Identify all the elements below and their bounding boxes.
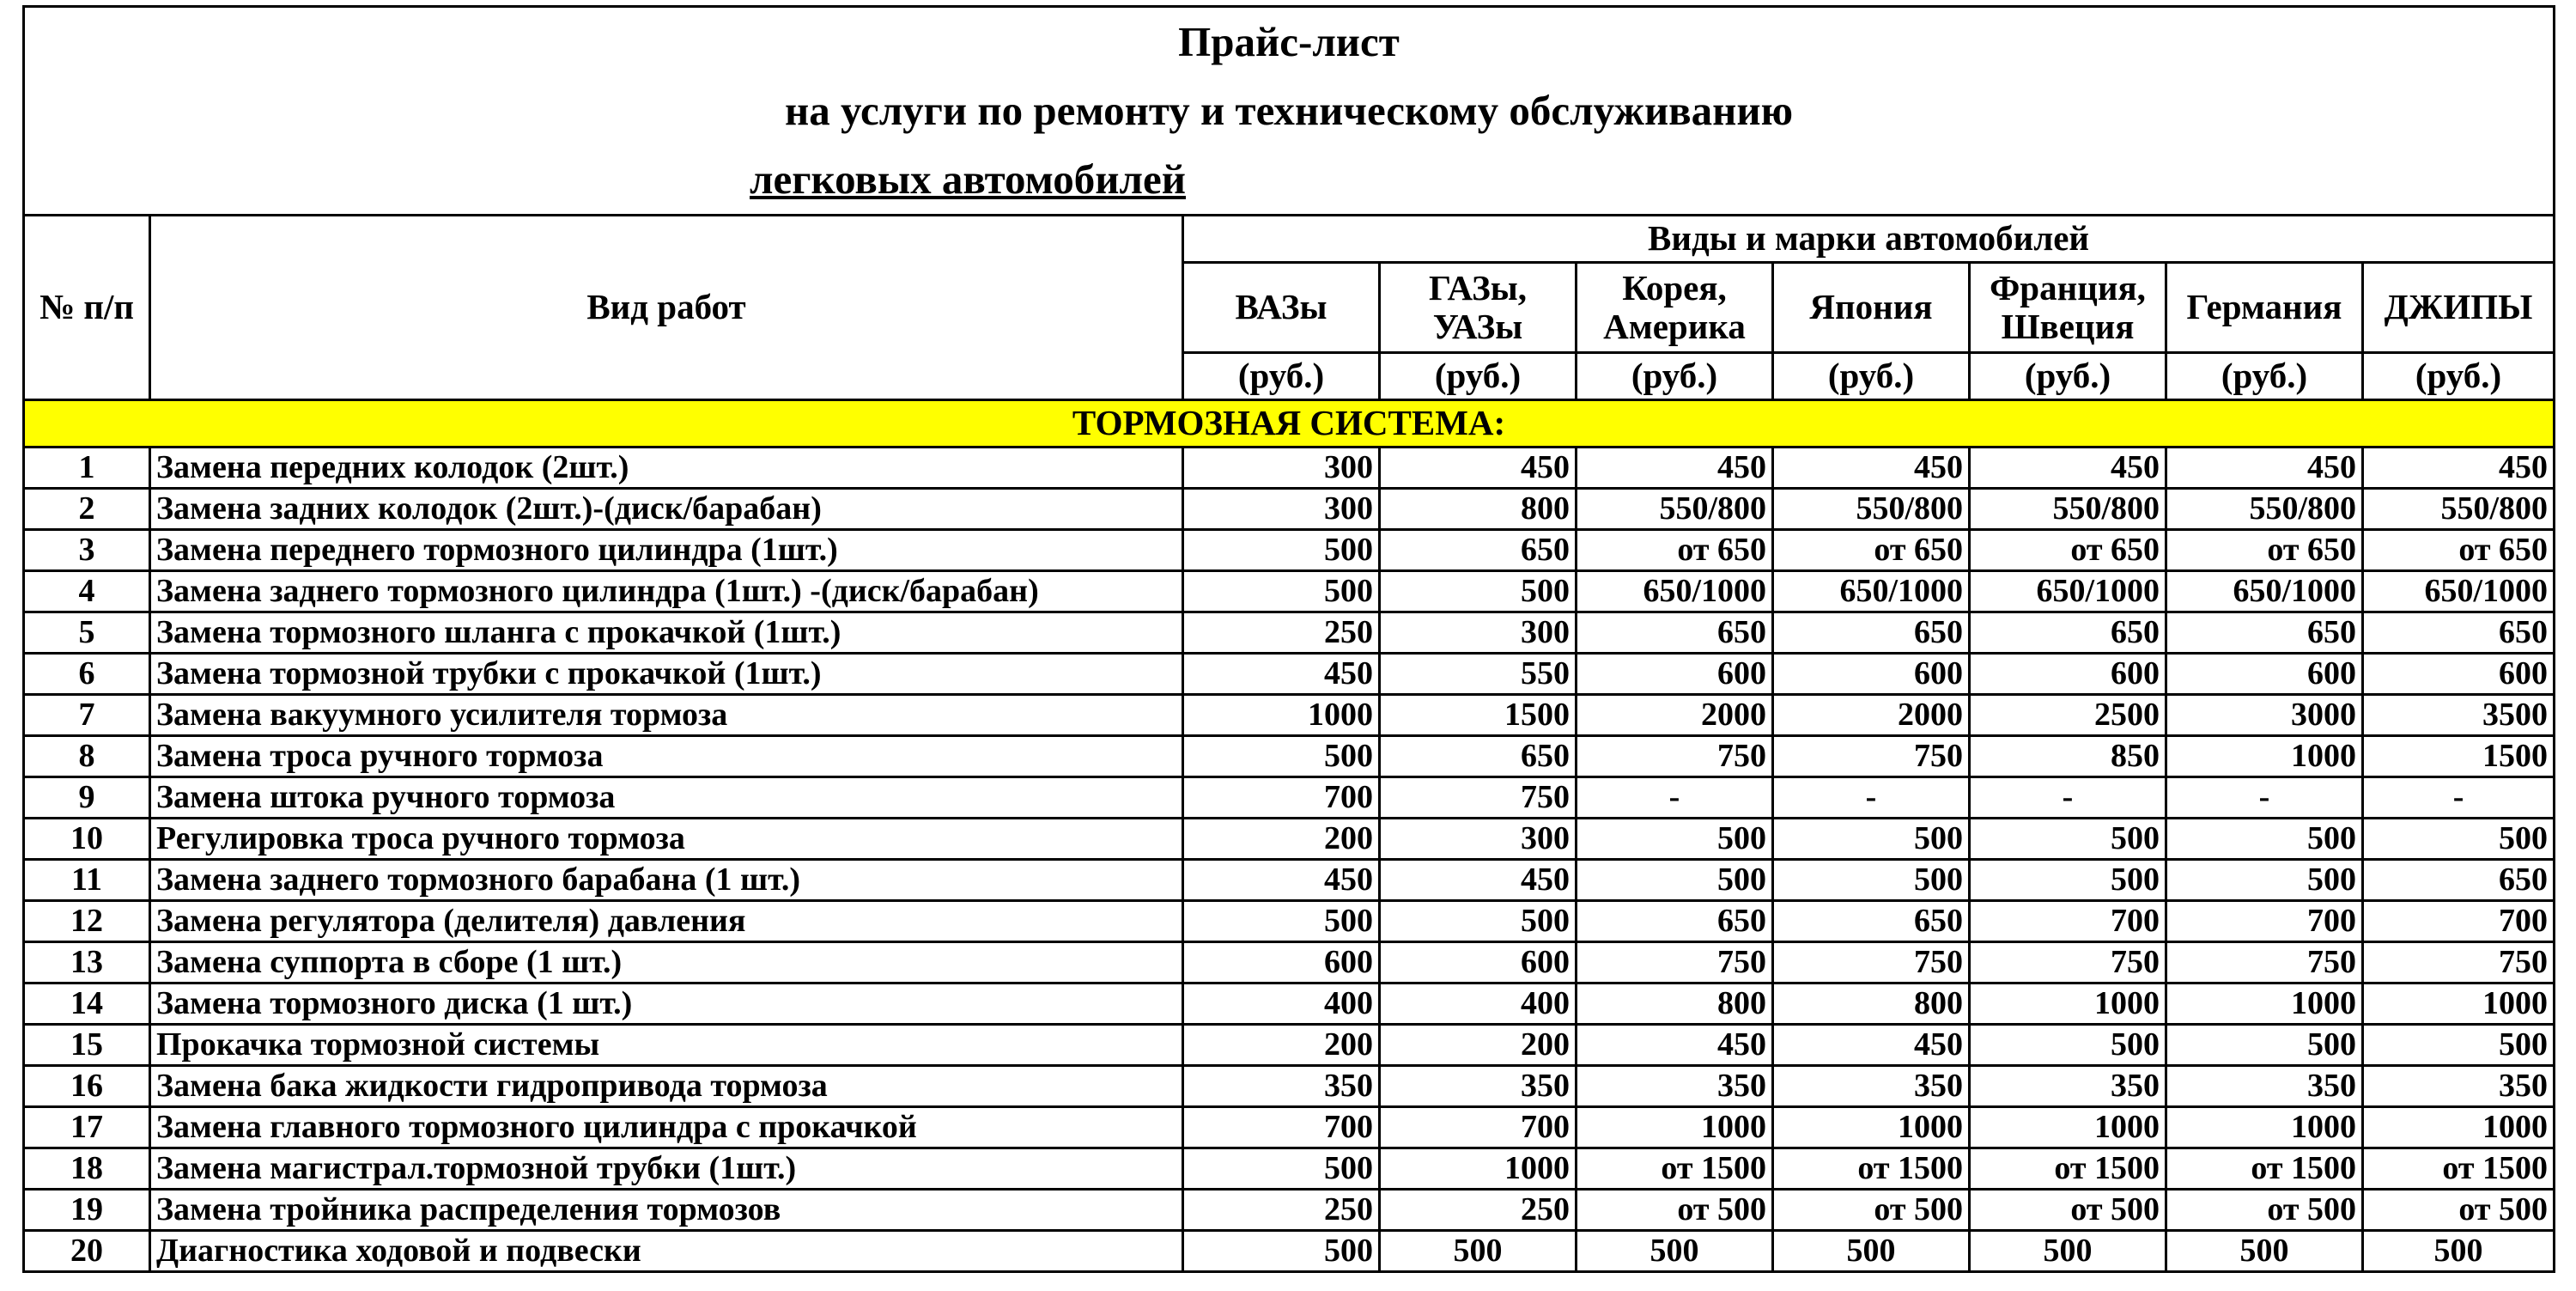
price-cell: 350 <box>1773 1066 1970 1107</box>
price-cell: 700 <box>1183 1107 1380 1148</box>
price-cell: 800 <box>1380 489 1577 530</box>
price-cell: 500 <box>2166 819 2363 860</box>
table-row <box>24 571 2555 612</box>
price-cell: - <box>2166 777 2363 819</box>
price-cell: 500 <box>1380 571 1577 612</box>
title-row <box>24 7 2555 216</box>
header-unit: (руб.) <box>1577 353 1773 400</box>
price-cell: 550/800 <box>1773 489 1970 530</box>
price-cell: от 500 <box>1773 1190 1970 1231</box>
row-number: 12 <box>24 901 150 942</box>
price-cell: 500 <box>1183 901 1380 942</box>
work-name: Прокачка тормозной системы <box>150 1025 1183 1066</box>
price-cell: 500 <box>2166 860 2363 901</box>
work-name: Замена задних колодок (2шт.)-(диск/барабан) <box>150 489 1183 530</box>
row-number: 2 <box>24 489 150 530</box>
price-cell: 500 <box>2166 1025 2363 1066</box>
price-cell: 1500 <box>1380 695 1577 736</box>
row-number: 8 <box>24 736 150 777</box>
price-cell: от 650 <box>2166 530 2363 571</box>
header-brand: Япония <box>1773 263 1970 353</box>
price-cell: - <box>2363 777 2555 819</box>
header-unit: (руб.) <box>2363 353 2555 400</box>
price-cell: 1000 <box>2166 1107 2363 1148</box>
price-cell: 700 <box>2363 901 2555 942</box>
header-work: Вид работ <box>150 216 1183 400</box>
price-cell: от 500 <box>2363 1190 2555 1231</box>
price-cell: 450 <box>1577 1025 1773 1066</box>
price-cell: 700 <box>1970 901 2166 942</box>
row-number: 19 <box>24 1190 150 1231</box>
work-name: Замена регулятора (делителя) давления <box>150 901 1183 942</box>
table-row <box>24 1025 2555 1066</box>
price-cell: от 650 <box>1773 530 1970 571</box>
price-cell: 700 <box>1183 777 1380 819</box>
price-cell: от 500 <box>1970 1190 2166 1231</box>
price-cell: 500 <box>1970 819 2166 860</box>
price-cell: 800 <box>1773 983 1970 1025</box>
price-cell: 750 <box>1970 942 2166 983</box>
work-name: Замена вакуумного усилителя тормоза <box>150 695 1183 736</box>
price-cell: 500 <box>1773 860 1970 901</box>
price-cell: 500 <box>2363 819 2555 860</box>
price-cell: 500 <box>1970 1231 2166 1272</box>
work-name: Замена тройника распределения тормозов <box>150 1190 1183 1231</box>
price-cell: 500 <box>1183 571 1380 612</box>
price-list-table <box>22 5 2555 1273</box>
title-line-3: легковых автомобилей <box>750 155 1186 203</box>
header-num: № п/п <box>24 216 150 400</box>
row-number: 14 <box>24 983 150 1025</box>
price-cell: 1000 <box>1970 983 2166 1025</box>
price-cell: 200 <box>1183 1025 1380 1066</box>
price-cell: 600 <box>1380 942 1577 983</box>
table-row <box>24 983 2555 1025</box>
price-cell: 500 <box>2363 1231 2555 1272</box>
work-name: Замена заднего тормозного барабана (1 шт.) <box>150 860 1183 901</box>
price-cell: 2000 <box>1577 695 1773 736</box>
price-cell: 350 <box>2363 1066 2555 1107</box>
price-cell: 2000 <box>1773 695 1970 736</box>
row-number: 20 <box>24 1231 150 1272</box>
price-cell: 650 <box>1577 612 1773 654</box>
price-cell: 450 <box>1970 448 2166 489</box>
work-name: Замена бака жидкости гидропривода тормоза <box>150 1066 1183 1107</box>
price-cell: 1000 <box>2363 1107 2555 1148</box>
header-brand: Корея, Америка <box>1577 263 1773 353</box>
price-cell: 500 <box>1380 1231 1577 1272</box>
work-name: Замена тормозной трубки с прокачкой (1шт.) <box>150 654 1183 695</box>
table-row <box>24 819 2555 860</box>
table-row <box>24 1066 2555 1107</box>
price-cell: 1000 <box>1773 1107 1970 1148</box>
price-cell: от 1500 <box>1773 1148 1970 1190</box>
price-cell: 550/800 <box>1577 489 1773 530</box>
price-cell: 450 <box>1773 448 1970 489</box>
price-cell: 650 <box>1773 901 1970 942</box>
price-cell: 700 <box>1380 1107 1577 1148</box>
row-number: 1 <box>24 448 150 489</box>
row-number: 15 <box>24 1025 150 1066</box>
price-cell: 500 <box>1380 901 1577 942</box>
price-cell: 1000 <box>1970 1107 2166 1148</box>
price-cell: 1000 <box>1577 1107 1773 1148</box>
price-cell: 500 <box>2166 1231 2363 1272</box>
row-number: 11 <box>24 860 150 901</box>
header-brand: ГАЗы, УАЗы <box>1380 263 1577 353</box>
price-cell: 250 <box>1183 1190 1380 1231</box>
price-cell: от 650 <box>2363 530 2555 571</box>
price-cell: 350 <box>1577 1066 1773 1107</box>
price-cell: 550/800 <box>2363 489 2555 530</box>
table-row <box>24 612 2555 654</box>
price-cell: от 650 <box>1577 530 1773 571</box>
price-cell: 500 <box>1773 1231 1970 1272</box>
price-cell: 250 <box>1380 1190 1577 1231</box>
work-name: Замена заднего тормозного цилиндра (1шт.) -(диск/барабан) <box>150 571 1183 612</box>
price-cell: 650 <box>1577 901 1773 942</box>
price-cell: 750 <box>2363 942 2555 983</box>
price-cell: 200 <box>1380 1025 1577 1066</box>
table-row <box>24 654 2555 695</box>
price-cell: от 1500 <box>1577 1148 1773 1190</box>
price-cell: 300 <box>1183 489 1380 530</box>
price-cell: 600 <box>1773 654 1970 695</box>
table-row <box>24 489 2555 530</box>
price-cell: 750 <box>2166 942 2363 983</box>
price-cell: 300 <box>1380 612 1577 654</box>
table-row <box>24 1231 2555 1272</box>
price-cell: 450 <box>2166 448 2363 489</box>
title-block <box>24 7 2555 216</box>
price-cell: 550/800 <box>2166 489 2363 530</box>
table-row <box>24 695 2555 736</box>
price-cell: 350 <box>1380 1066 1577 1107</box>
row-number: 6 <box>24 654 150 695</box>
price-cell: 1000 <box>1380 1148 1577 1190</box>
price-cell: 700 <box>2166 901 2363 942</box>
row-number: 18 <box>24 1148 150 1190</box>
row-number: 17 <box>24 1107 150 1148</box>
row-number: 4 <box>24 571 150 612</box>
price-cell: 450 <box>2363 448 2555 489</box>
work-name: Замена штока ручного тормоза <box>150 777 1183 819</box>
price-cell: 650/1000 <box>2166 571 2363 612</box>
price-cell: 750 <box>1773 736 1970 777</box>
price-cell: от 500 <box>1577 1190 1773 1231</box>
title-line-2: на услуги по ремонту и техническому обслуживанию <box>784 87 1794 134</box>
price-cell: 650 <box>2363 612 2555 654</box>
price-cell: 500 <box>1577 1231 1773 1272</box>
header-unit: (руб.) <box>1380 353 1577 400</box>
header-brand: ДЖИПЫ <box>2363 263 2555 353</box>
price-cell: 450 <box>1183 860 1380 901</box>
table-row <box>24 448 2555 489</box>
price-cell: от 650 <box>1970 530 2166 571</box>
work-name: Диагностика ходовой и подвески <box>150 1231 1183 1272</box>
work-name: Замена передних колодок (2шт.) <box>150 448 1183 489</box>
price-cell: 350 <box>2166 1066 2363 1107</box>
price-cell: 500 <box>1577 860 1773 901</box>
title-line-1: Прайс-лист <box>1178 18 1400 65</box>
price-cell: 1500 <box>2363 736 2555 777</box>
price-cell: - <box>1577 777 1773 819</box>
price-cell: 1000 <box>2166 983 2363 1025</box>
table-row <box>24 942 2555 983</box>
section-title: ТОРМОЗНАЯ СИСТЕМА: <box>24 400 2555 448</box>
price-cell: 650/1000 <box>1773 571 1970 612</box>
price-cell: 400 <box>1183 983 1380 1025</box>
price-cell: 600 <box>2363 654 2555 695</box>
table-row <box>24 901 2555 942</box>
price-cell: 750 <box>1773 942 1970 983</box>
price-cell: от 1500 <box>2363 1148 2555 1190</box>
header-group-row <box>24 216 2555 263</box>
price-cell: 2500 <box>1970 695 2166 736</box>
header-unit: (руб.) <box>1183 353 1380 400</box>
price-cell: 750 <box>1380 777 1577 819</box>
table-row <box>24 1148 2555 1190</box>
price-cell: 800 <box>1577 983 1773 1025</box>
work-name: Регулировка троса ручного тормоза <box>150 819 1183 860</box>
price-cell: 500 <box>1183 1148 1380 1190</box>
price-cell: 3000 <box>2166 695 2363 736</box>
price-cell: 500 <box>1773 819 1970 860</box>
price-cell: 1000 <box>2363 983 2555 1025</box>
price-cell: 650 <box>1773 612 1970 654</box>
price-cell: 500 <box>1970 860 2166 901</box>
price-cell: 600 <box>1577 654 1773 695</box>
price-cell: 500 <box>1970 1025 2166 1066</box>
table-row <box>24 530 2555 571</box>
price-cell: 650/1000 <box>1577 571 1773 612</box>
price-cell: 450 <box>1183 654 1380 695</box>
header-unit: (руб.) <box>2166 353 2363 400</box>
row-number: 3 <box>24 530 150 571</box>
row-number: 10 <box>24 819 150 860</box>
price-cell: 200 <box>1183 819 1380 860</box>
price-cell: 650 <box>2363 860 2555 901</box>
row-number: 7 <box>24 695 150 736</box>
price-cell: 350 <box>1970 1066 2166 1107</box>
header-brand: ВАЗы <box>1183 263 1380 353</box>
price-cell: 850 <box>1970 736 2166 777</box>
price-cell: 300 <box>1380 819 1577 860</box>
work-name: Замена главного тормозного цилиндра с прокачкой <box>150 1107 1183 1148</box>
row-number: 9 <box>24 777 150 819</box>
table-row <box>24 777 2555 819</box>
work-name: Замена переднего тормозного цилиндра (1шт.) <box>150 530 1183 571</box>
price-cell: 500 <box>2363 1025 2555 1066</box>
price-cell: 300 <box>1183 448 1380 489</box>
price-cell: 450 <box>1380 860 1577 901</box>
price-cell: 450 <box>1380 448 1577 489</box>
row-number: 13 <box>24 942 150 983</box>
price-cell: 650 <box>1970 612 2166 654</box>
header-brand: Германия <box>2166 263 2363 353</box>
price-cell: от 500 <box>2166 1190 2363 1231</box>
price-cell: 650 <box>2166 612 2363 654</box>
price-cell: 650 <box>1380 736 1577 777</box>
price-cell: от 1500 <box>2166 1148 2363 1190</box>
price-cell: 500 <box>1577 819 1773 860</box>
work-name: Замена троса ручного тормоза <box>150 736 1183 777</box>
price-cell: 500 <box>1183 1231 1380 1272</box>
work-name: Замена магистрал.тормозной трубки (1шт.) <box>150 1148 1183 1190</box>
price-cell: 600 <box>2166 654 2363 695</box>
price-cell: - <box>1970 777 2166 819</box>
price-cell: 3500 <box>2363 695 2555 736</box>
price-cell: 600 <box>1970 654 2166 695</box>
header-unit: (руб.) <box>1773 353 1970 400</box>
price-cell: 250 <box>1183 612 1380 654</box>
price-cell: 450 <box>1577 448 1773 489</box>
price-cell: 750 <box>1577 942 1773 983</box>
price-cell: 1000 <box>2166 736 2363 777</box>
price-cell: от 1500 <box>1970 1148 2166 1190</box>
header-brand: Франция, Швеция <box>1970 263 2166 353</box>
table-row <box>24 1107 2555 1148</box>
price-cell: 500 <box>1183 530 1380 571</box>
price-cell: 650 <box>1380 530 1577 571</box>
table-row <box>24 1190 2555 1231</box>
work-name: Замена суппорта в сборе (1 шт.) <box>150 942 1183 983</box>
row-number: 16 <box>24 1066 150 1107</box>
header-unit: (руб.) <box>1970 353 2166 400</box>
price-cell: - <box>1773 777 1970 819</box>
row-number: 5 <box>24 612 150 654</box>
price-cell: 450 <box>1773 1025 1970 1066</box>
price-cell: 600 <box>1183 942 1380 983</box>
price-cell: 650/1000 <box>1970 571 2166 612</box>
header-group: Виды и марки автомобилей <box>1183 216 2555 263</box>
section-row <box>24 400 2555 448</box>
work-name: Замена тормозного шланга с прокачкой (1шт.) <box>150 612 1183 654</box>
table-row <box>24 860 2555 901</box>
price-cell: 750 <box>1577 736 1773 777</box>
price-cell: 550 <box>1380 654 1577 695</box>
price-cell: 400 <box>1380 983 1577 1025</box>
table-row <box>24 736 2555 777</box>
price-cell: 650/1000 <box>2363 571 2555 612</box>
price-cell: 350 <box>1183 1066 1380 1107</box>
price-cell: 500 <box>1183 736 1380 777</box>
price-cell: 550/800 <box>1970 489 2166 530</box>
price-cell: 1000 <box>1183 695 1380 736</box>
work-name: Замена тормозного диска (1 шт.) <box>150 983 1183 1025</box>
